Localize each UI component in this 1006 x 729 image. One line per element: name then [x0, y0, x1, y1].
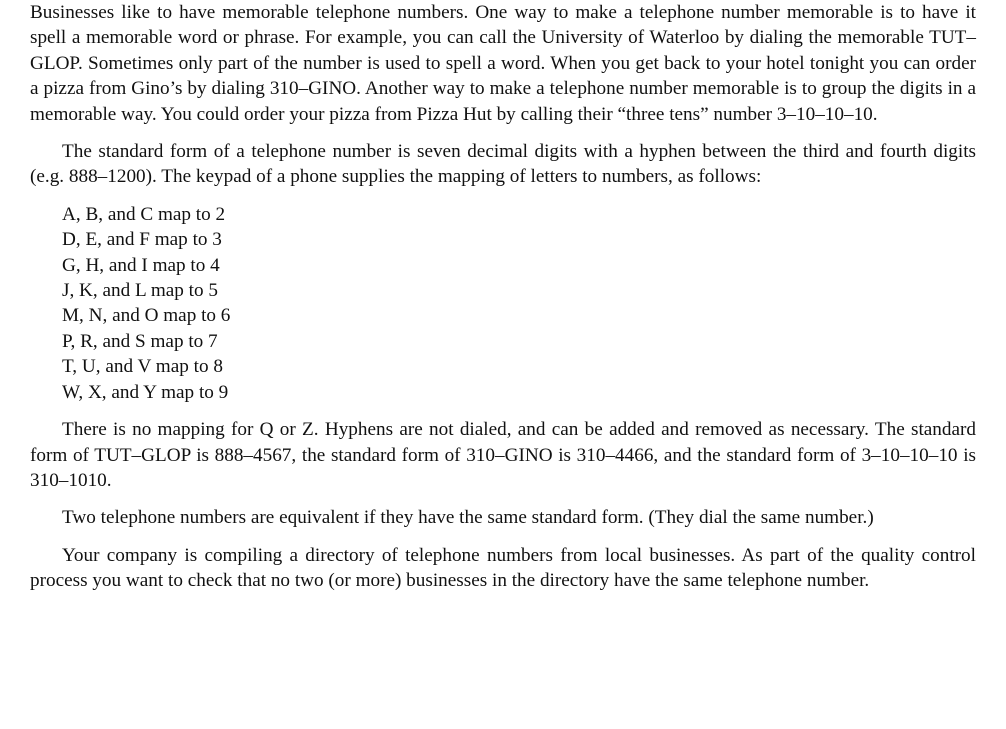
- task-paragraph: Your company is compiling a directory of telephone numbers from local businesses. As part of the quality control process you want to check that no two (or more) businesses in the directory have the same telephone number.: [30, 544, 976, 592]
- equivalence-paragraph: Two telephone numbers are equivalent if they have the same standard form. (They dial the same number.): [62, 507, 874, 529]
- intro-paragraph: Businesses like to have memorable telephone numbers. One way to make a telephone number memorable is to have it spell a memorable word or phrase. For example, you can call the University of Waterloo by dialing the memorable TUT–GLOP. Sometimes only part of the number is used to spell a word. When you get back to your hotel tonight you can order a pizza from Gino’s by dialing 310–GINO. Another way to make a telephone number memorable is to group the digits in a memorable way. You could order your pizza from Pizza Hut by calling their “three tens” number 3–10–10–10.: [30, 2, 976, 125]
- mapping-item: W, X, and Y map to 9: [62, 381, 229, 403]
- mapping-item: P, R, and S map to 7: [62, 330, 218, 352]
- keypad-mapping-list: [62, 202, 976, 405]
- mapping-item: D, E, and F map to 3: [62, 229, 222, 251]
- mapping-item: G, H, and I map to 4: [62, 254, 220, 276]
- mapping-item: M, N, and O map to 6: [62, 305, 231, 327]
- problem-statement: [30, 0, 976, 594]
- mapping-item: T, U, and V map to 8: [62, 356, 223, 378]
- mapping-item: J, K, and L map to 5: [62, 280, 218, 302]
- mapping-item: A, B, and C map to 2: [62, 203, 226, 225]
- standard-form-paragraph: The standard form of a telephone number is seven decimal digits with a hyphen between the third and fourth digits (e.g. 888–1200). The keypad of a phone supplies the mapping of letters to numbers, as follows:: [30, 141, 976, 188]
- no-mapping-paragraph: There is no mapping for Q or Z. Hyphens are not dialed, and can be added and removed as necessary. The standard form of TUT–GLOP is 888–4567, the standard form of 310–GINO is 310–4466, and the standard form of 3–10–10–10 is 310–1010.: [30, 419, 976, 491]
